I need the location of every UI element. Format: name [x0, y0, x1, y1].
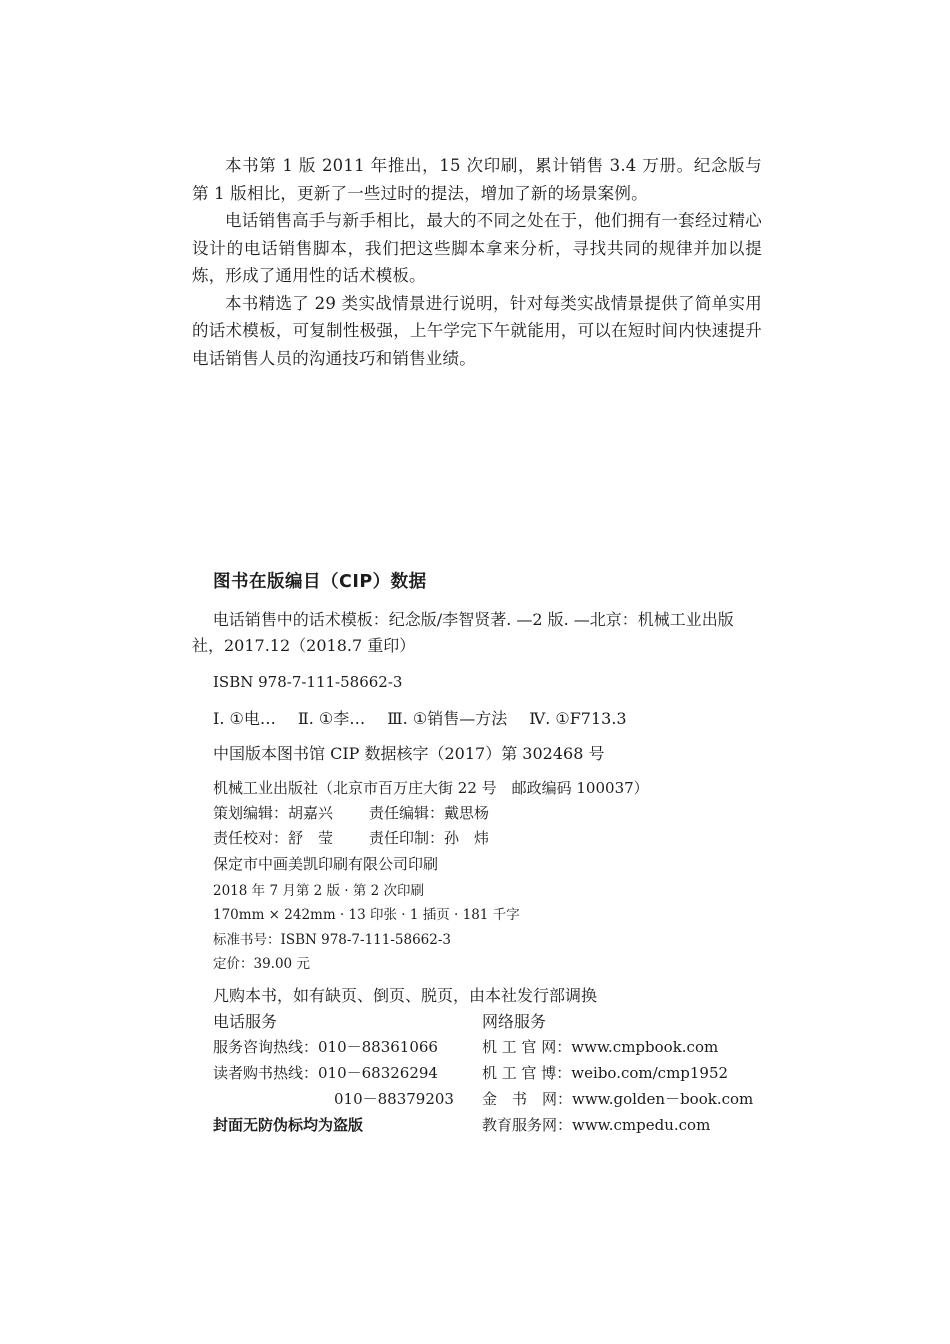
responsible-editor: 责任编辑：戴思杨	[369, 804, 490, 822]
planning-editor: 策划编辑：胡嘉兴	[213, 804, 334, 822]
print-manager: 责任印制：孙 炜	[369, 829, 490, 847]
web-service-header: 网络服务	[482, 1012, 547, 1031]
intro-section	[192, 152, 762, 372]
anti-piracy-notice: 封面无防伪标均为盗版	[213, 1116, 364, 1134]
service-web: 教育服务网：www.cmpedu.com	[482, 1116, 711, 1134]
service-phone: 010－88379203	[334, 1090, 454, 1108]
cip-classification	[213, 706, 627, 729]
intro-paragraph: 本书精选了 29 类实战情景进行说明，针对每类实战情景提供了简单实用的话术模板，可复制性极强，上午学完下午就能用，可以在短时间内快速提升电话销售人员的沟通技巧和销售业绩。	[192, 293, 762, 368]
cip-title: 图书在版编目（CIP）数据	[213, 572, 427, 592]
price: 定价：39.00 元	[213, 956, 310, 972]
cip-description-text: 电话销售中的话术模板：纪念版/李智贤著. —2 版. —北京：机械工业出版社，2017.12（2018.7 重印）	[192, 610, 734, 655]
phone-service-header: 电话服务	[213, 1012, 278, 1031]
cip-isbn: ISBN 978-7-111-58662-3	[213, 673, 403, 691]
publisher: 机械工业出版社（北京市百万庄大街 22 号 邮政编码 100037）	[213, 779, 649, 797]
service-web: 金 书 网：www.golden－book.com	[482, 1090, 754, 1108]
cip-description	[192, 607, 762, 659]
format: 170mm × 242mm · 13 印张 · 1 插页 · 181 千字	[213, 907, 520, 923]
class-item: Ⅳ. ①F713.3	[529, 709, 627, 728]
edition: 2018 年 7 月第 2 版 · 第 2 次印刷	[213, 883, 425, 899]
proof-row	[213, 827, 489, 848]
service-phone: 读者购书热线：010－68326294	[213, 1064, 438, 1082]
standard-number: 标准书号：ISBN 978-7-111-58662-3	[213, 932, 452, 948]
service-phone: 服务咨询热线：010－88361066	[213, 1038, 438, 1056]
service-notice: 凡购本书，如有缺页、倒页、脱页，由本社发行部调换	[213, 986, 598, 1005]
cip-record: 中国版本图书馆 CIP 数据核字（2017）第 302468 号	[213, 744, 605, 763]
class-item: Ⅲ. ①销售—方法	[387, 709, 508, 728]
service-web: 机 工 官 网：www.cmpbook.com	[482, 1038, 719, 1056]
editors-row	[213, 802, 489, 823]
class-item: Ⅱ. ①李…	[297, 709, 366, 728]
class-item: Ⅰ. ①电…	[213, 709, 276, 728]
service-web: 机 工 官 博：weibo.com/cmp1952	[482, 1064, 729, 1082]
printer: 保定市中画美凯印刷有限公司印刷	[213, 855, 439, 873]
proofreader: 责任校对：舒 莹	[213, 829, 334, 847]
intro-paragraph: 电话销售高手与新手相比，最大的不同之处在于，他们拥有一套经过精心设计的电话销售脚本，我们把这些脚本拿来分析，寻找共同的规律并加以提炼，形成了通用性的话术模板。	[192, 211, 762, 285]
intro-paragraph: 本书第 1 版 2011 年推出，15 次印刷，累计销售 3.4 万册。纪念版与第 1 版相比，更新了一些过时的提法，增加了新的场景案例。	[192, 156, 762, 203]
